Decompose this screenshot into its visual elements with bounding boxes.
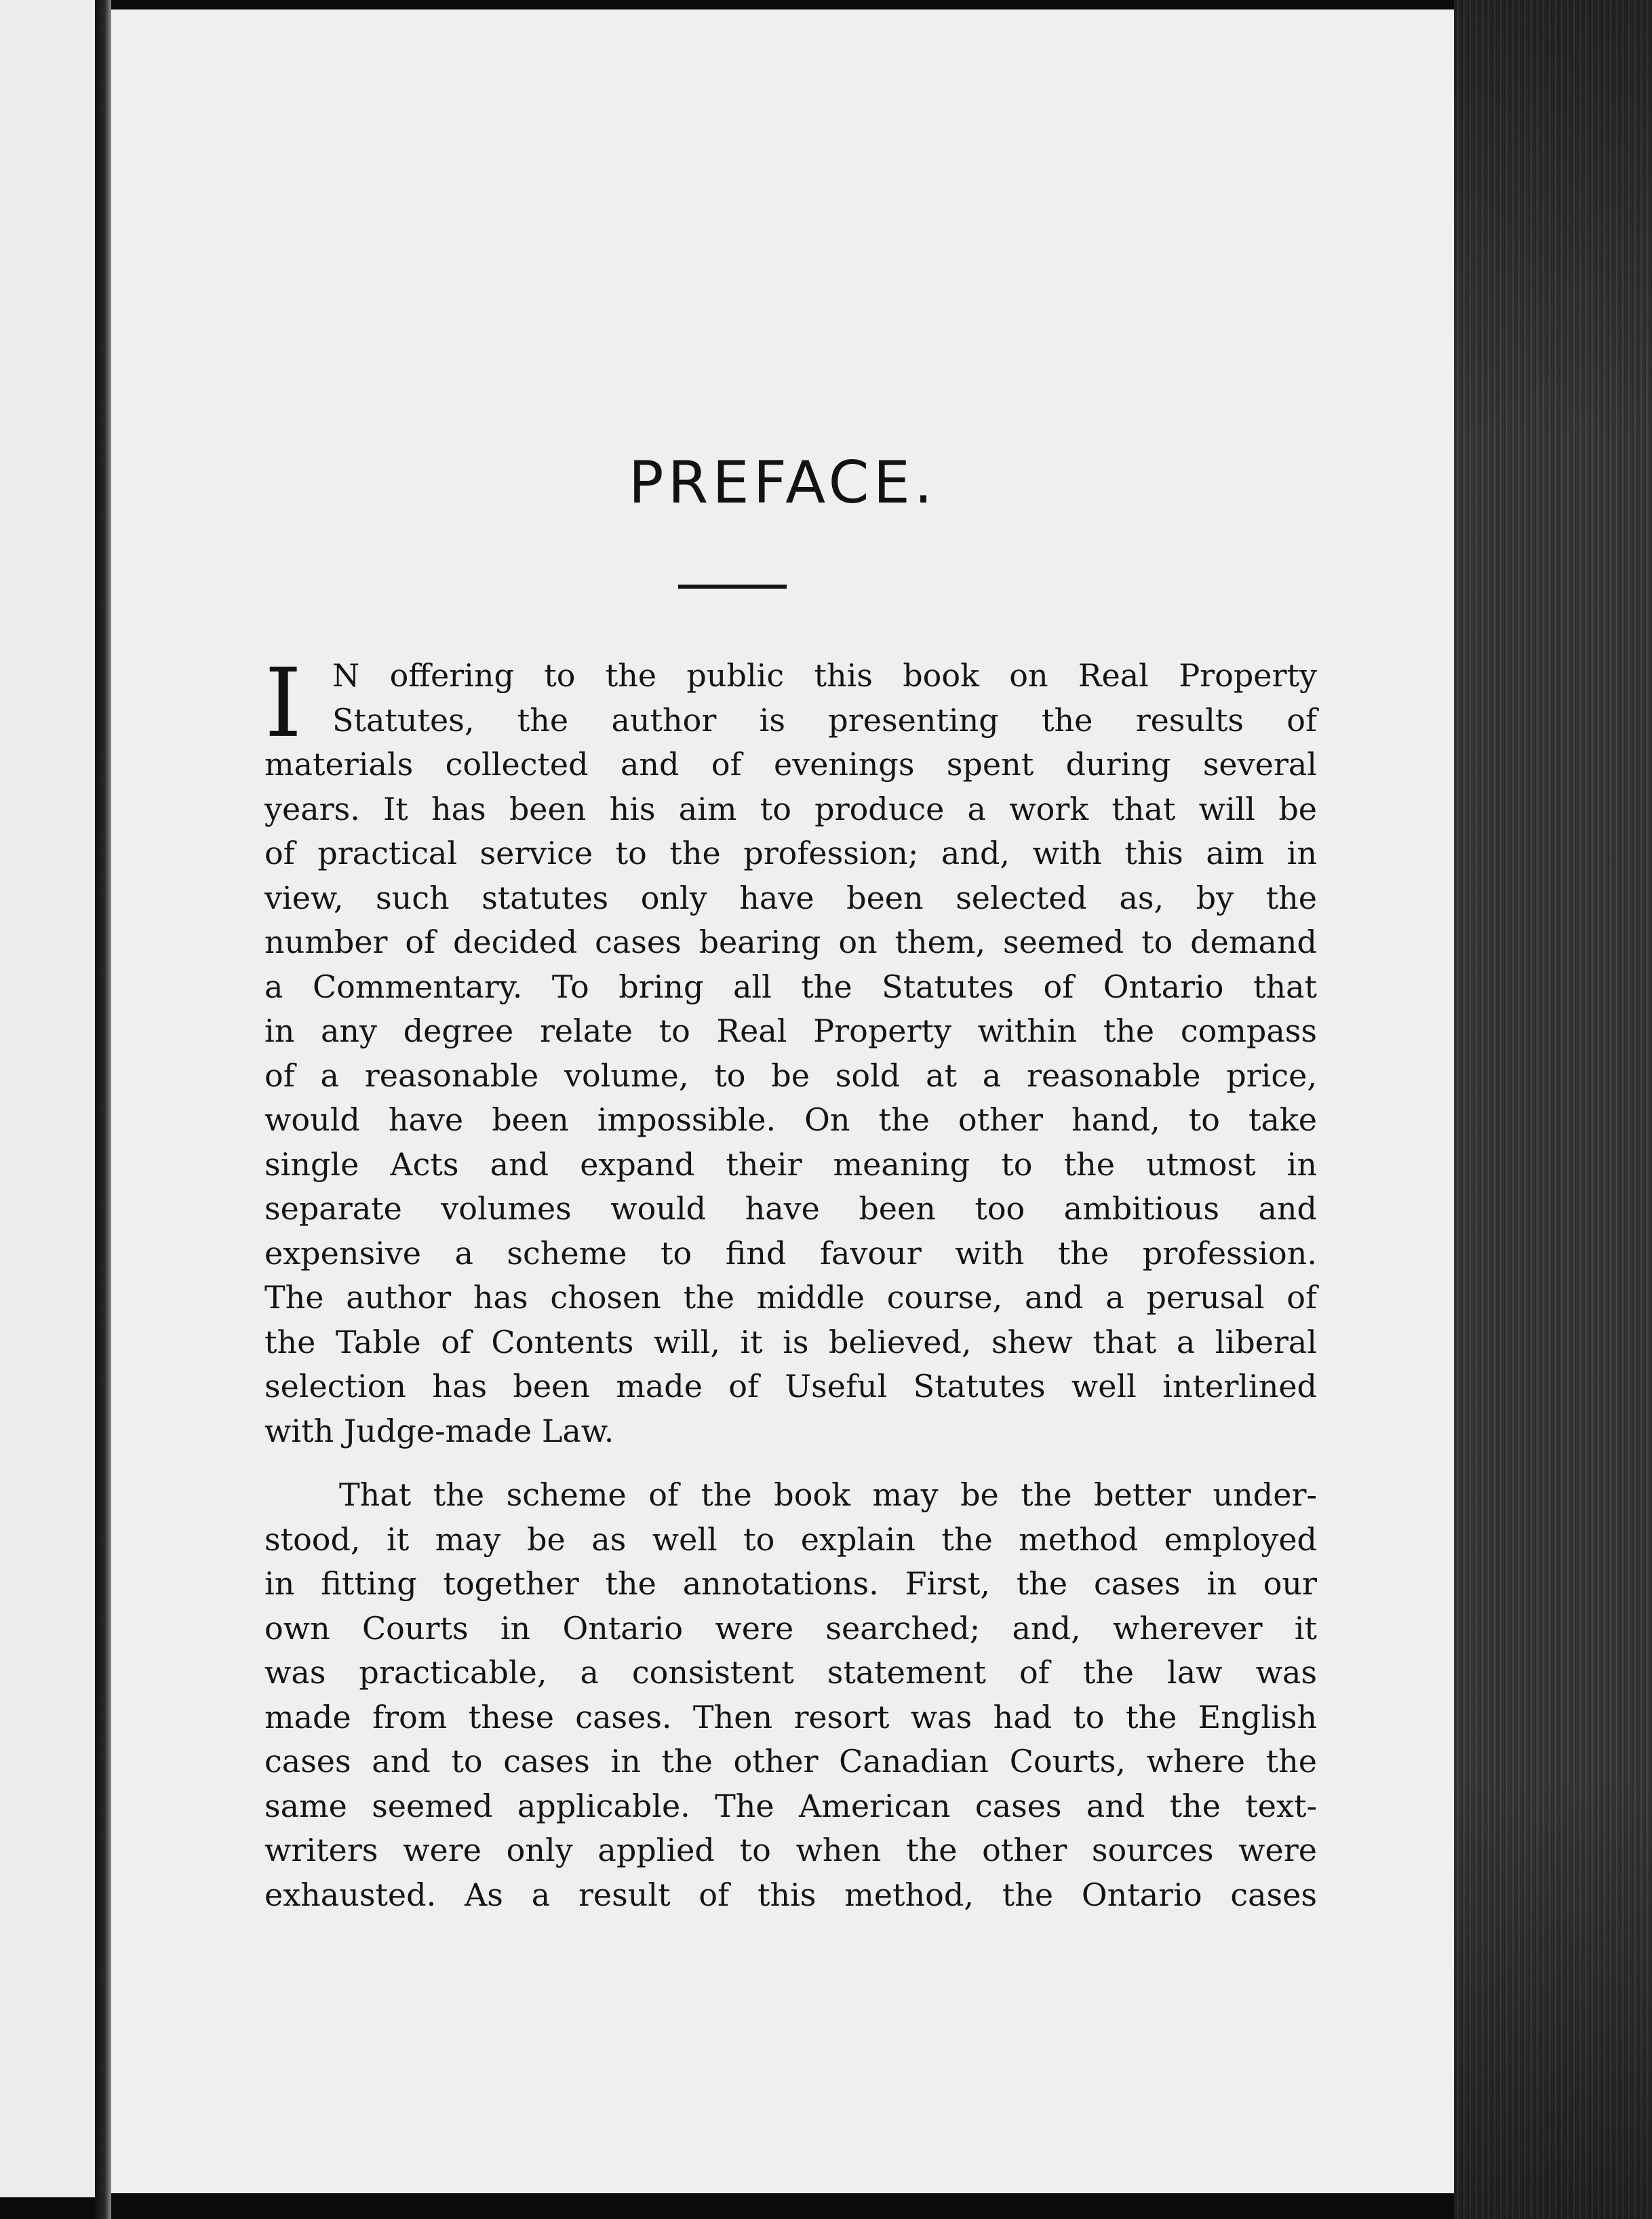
text-line: in any degree relate to Real Property within the compass (264, 1013, 1317, 1049)
page-heading: PREFACE. (628, 449, 937, 517)
book-fore-edge (1454, 0, 1652, 2219)
text-line: same seemed applicable. The American cases and the text- (264, 1787, 1317, 1824)
text-line: exhausted. As a result of this method, the Ontario cases (264, 1876, 1317, 1913)
text-line: view, such statutes only have been selected as, by the (264, 879, 1317, 916)
text-line: N offering to the public this book on Real Property (332, 657, 1317, 694)
paragraph-1 (264, 648, 1317, 1453)
facing-page-edge (0, 0, 102, 2197)
text-line: number of decided cases bearing on them, seemed to demand (264, 924, 1317, 960)
text-line: years. It has been his aim to produce a work that will be (264, 790, 1317, 827)
text-line: The author has chosen the middle course, and a perusal of (264, 1279, 1317, 1316)
text-line: made from these cases. Then resort was had to the English (264, 1698, 1317, 1735)
text-line: of a reasonable volume, to be sold at a reasonable price, (264, 1057, 1317, 1094)
text-line: materials collected and of evenings spent during several (264, 746, 1317, 783)
text-line: was practicable, a consistent statement of the law was (264, 1654, 1317, 1691)
text-line: stood, it may be as well to explain the method employed (264, 1520, 1317, 1558)
text-line: separate volumes would have been too ambitious and (264, 1190, 1317, 1227)
paragraph-2 (264, 1473, 1317, 1917)
text-line: writers were only applied to when the other sources were (264, 1832, 1317, 1868)
book-page (111, 9, 1454, 2193)
heading-rule (678, 585, 787, 589)
text-line: That the scheme of the book may be the better under- (339, 1476, 1317, 1513)
text-line: cases and to cases in the other Canadian Courts, where the (264, 1743, 1317, 1780)
text-line: a Commentary. To bring all the Statutes of Ontario that (264, 968, 1317, 1005)
text-line: in fitting together the annotations. First, the cases in our (264, 1565, 1317, 1602)
text-line: single Acts and expand their meaning to the utmost in (264, 1145, 1317, 1183)
drop-cap: I (264, 648, 302, 759)
text-line: would have been impossible. On the other hand, to take (264, 1101, 1317, 1138)
text-line: expensive a scheme to find favour with the profession. (264, 1234, 1317, 1272)
text-line: selection has been made of Useful Statutes well interlined (264, 1368, 1317, 1405)
book-gutter (95, 0, 111, 2219)
text-line: Statutes, the author is presenting the results of (332, 701, 1317, 739)
text-line: with Judge-made Law. (264, 1412, 614, 1449)
text-line: of practical service to the profession; and, with this aim in (264, 835, 1317, 871)
text-line: the Table of Contents will, it is believed, shew that a liberal (264, 1323, 1317, 1360)
text-line: own Courts in Ontario were searched; and, wherever it (264, 1609, 1317, 1647)
